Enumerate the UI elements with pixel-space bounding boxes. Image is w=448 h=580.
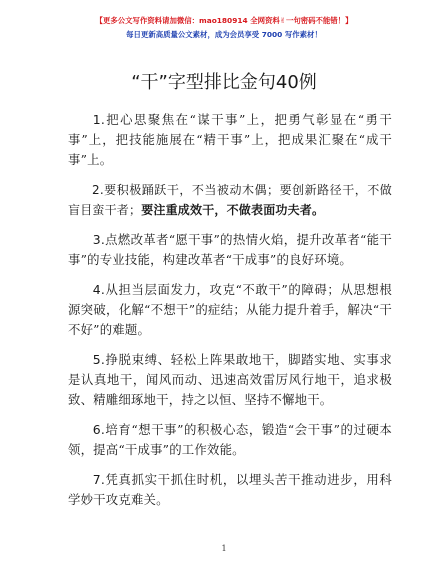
- page-number: 1: [221, 544, 227, 553]
- paragraph-number: 2.: [92, 183, 104, 197]
- paragraph-3: [68, 230, 392, 270]
- promo-line-membership: 每日更新高质量公文素材，成为会员享受 7000 写作素材！: [126, 30, 322, 39]
- paragraph-1: [68, 110, 392, 170]
- document-body: [68, 110, 392, 520]
- paragraph-4: [68, 280, 392, 340]
- paragraph-number: 5.: [92, 352, 106, 367]
- paragraph-text: 挣脱束缚、轻松上阵果敢地干，脚踏实地、实事求是认真地干，闻风而动、迅速高效雷厉风行地干，追求极致、精雕细琢地干，持之以恒、坚持不懈地干。: [68, 352, 392, 407]
- paragraph-text-bold: 要注重成效干，不做表面功夫者。: [141, 203, 325, 217]
- paragraph-text: 培育“想干事”的积极心态，锻造“会干事”的过硬本领，提高“干成事”的工作效能。: [68, 422, 392, 457]
- paragraph-5: [68, 350, 392, 410]
- paragraph-text: 从担当层面发力，攻克“不敢干”的障碍；从思想根源突破，化解“不想干”的症结；从能力提升着手，解决“干不好”的难题。: [68, 282, 392, 337]
- paragraph-number: 1.: [92, 112, 106, 127]
- paragraph-text: 点燃改革者“愿干事”的热情火焰，提升改革者“能干事”的专业技能，构建改革者“干成事”的良好环境。: [68, 232, 392, 267]
- paragraph-number: 6.: [92, 422, 106, 437]
- paragraph-number: 3.: [92, 232, 106, 247]
- paragraph-text: 要积极踊跃干，不当被动木偶；要创新路径干，不做盲目蛮干者；: [68, 183, 392, 217]
- paragraph-text: 把心思聚焦在“谋干事”上，把勇气彰显在“勇干事”上，把技能施展在“精干事”上，把成果汇聚在“成干事”上。: [68, 112, 392, 167]
- paragraph-number: 7.: [92, 472, 106, 487]
- paragraph-6: [68, 420, 392, 460]
- paragraph-text: 凭真抓实干抓住时机，以埋头苦干推动进步，用科学妙干攻克难关。: [68, 472, 392, 507]
- promo-header: [0, 16, 448, 40]
- paragraph-7: [68, 470, 392, 510]
- paragraph-2: [68, 180, 392, 220]
- promo-line-wechat: 【更多公文写作资料请加微信：mao180914 全网资料✌一句密码不能错！】: [95, 16, 353, 25]
- document-title: “干”字型排比金句40例: [131, 72, 317, 93]
- paragraph-number: 4.: [92, 282, 106, 297]
